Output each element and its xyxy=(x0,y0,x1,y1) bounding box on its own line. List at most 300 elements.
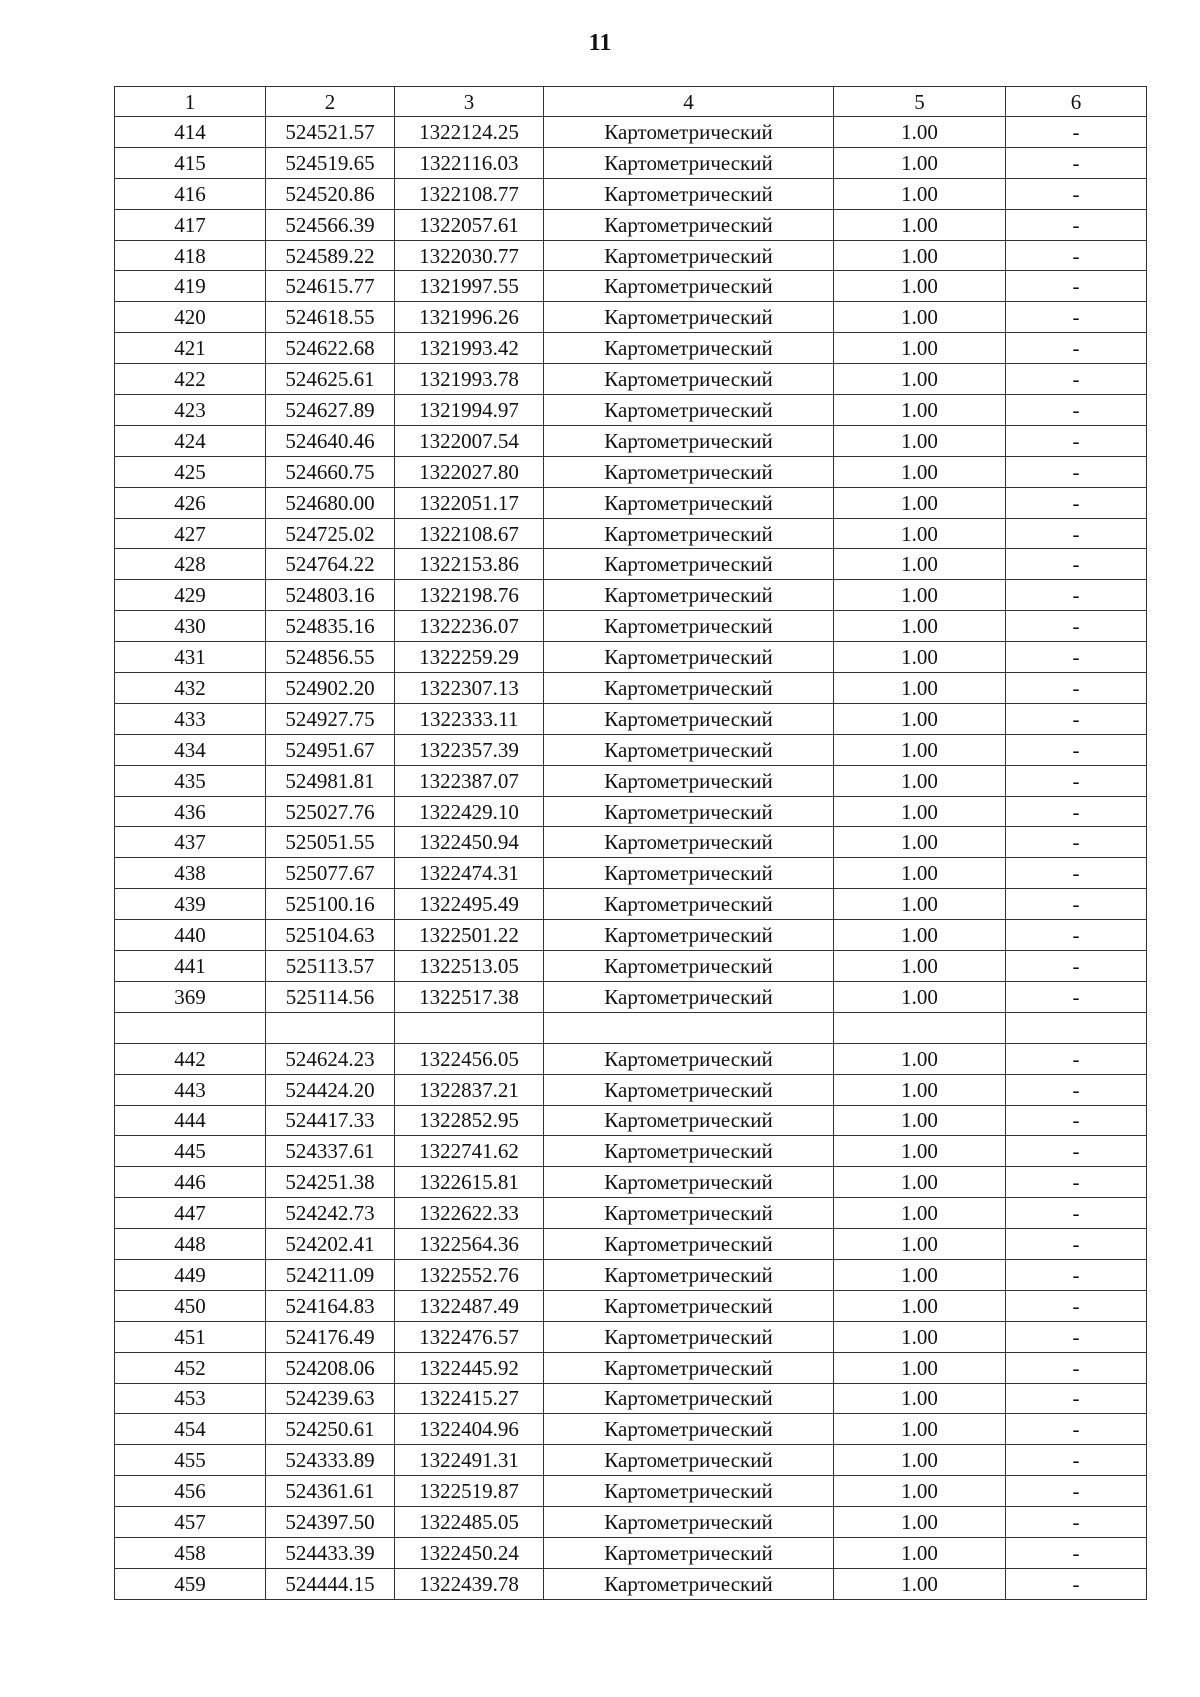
y-coordinate-cell: 1322615.81 xyxy=(395,1167,544,1198)
accuracy-cell: 1.00 xyxy=(834,456,1006,487)
note-cell: - xyxy=(1006,240,1147,271)
y-coordinate-cell: 1322057.61 xyxy=(395,209,544,240)
method-cell: Картометрический xyxy=(544,1259,834,1290)
x-coordinate-cell: 525027.76 xyxy=(266,796,395,827)
y-coordinate-cell: 1322108.77 xyxy=(395,178,544,209)
x-coordinate-cell: 524333.89 xyxy=(266,1445,395,1476)
x-coordinate-cell: 524239.63 xyxy=(266,1383,395,1414)
method-cell: Картометрический xyxy=(544,364,834,395)
y-coordinate-cell: 1322387.07 xyxy=(395,765,544,796)
note-cell: - xyxy=(1006,827,1147,858)
accuracy-cell: 1.00 xyxy=(834,1259,1006,1290)
y-coordinate-cell: 1322153.86 xyxy=(395,549,544,580)
x-coordinate-cell: 524424.20 xyxy=(266,1074,395,1105)
y-coordinate-cell xyxy=(395,1012,544,1043)
note-cell: - xyxy=(1006,642,1147,673)
accuracy-cell: 1.00 xyxy=(834,642,1006,673)
accuracy-cell xyxy=(834,1012,1006,1043)
point-number-cell: 415 xyxy=(115,147,266,178)
point-number-cell: 421 xyxy=(115,333,266,364)
point-number-cell: 436 xyxy=(115,796,266,827)
x-coordinate-cell: 525077.67 xyxy=(266,858,395,889)
x-coordinate-cell: 524615.77 xyxy=(266,271,395,302)
point-number-cell: 455 xyxy=(115,1445,266,1476)
table-row xyxy=(115,1259,1147,1290)
point-number-cell: 452 xyxy=(115,1352,266,1383)
y-coordinate-cell: 1322450.94 xyxy=(395,827,544,858)
table-row xyxy=(115,178,1147,209)
table-row xyxy=(115,302,1147,333)
x-coordinate-cell: 524521.57 xyxy=(266,117,395,148)
table-row xyxy=(115,1445,1147,1476)
point-number-cell: 441 xyxy=(115,951,266,982)
point-number-cell: 425 xyxy=(115,456,266,487)
header-cell-5: 5 xyxy=(834,87,1006,117)
point-number-cell: 446 xyxy=(115,1167,266,1198)
note-cell: - xyxy=(1006,1074,1147,1105)
point-number-cell: 427 xyxy=(115,518,266,549)
point-number-cell: 456 xyxy=(115,1476,266,1507)
method-cell: Картометрический xyxy=(544,1074,834,1105)
accuracy-cell: 1.00 xyxy=(834,117,1006,148)
x-coordinate-cell: 524803.16 xyxy=(266,580,395,611)
method-cell: Картометрический xyxy=(544,1290,834,1321)
table-row xyxy=(115,1012,1147,1043)
point-number-cell: 438 xyxy=(115,858,266,889)
method-cell: Картометрический xyxy=(544,1198,834,1229)
x-coordinate-cell: 524250.61 xyxy=(266,1414,395,1445)
accuracy-cell: 1.00 xyxy=(834,271,1006,302)
y-coordinate-cell: 1322333.11 xyxy=(395,703,544,734)
y-coordinate-cell: 1322007.54 xyxy=(395,425,544,456)
method-cell: Картометрический xyxy=(544,1383,834,1414)
accuracy-cell: 1.00 xyxy=(834,487,1006,518)
accuracy-cell: 1.00 xyxy=(834,1352,1006,1383)
table-row xyxy=(115,981,1147,1012)
note-cell: - xyxy=(1006,456,1147,487)
y-coordinate-cell: 1322051.17 xyxy=(395,487,544,518)
note-cell: - xyxy=(1006,518,1147,549)
table-row xyxy=(115,333,1147,364)
y-coordinate-cell: 1322485.05 xyxy=(395,1507,544,1538)
point-number-cell: 432 xyxy=(115,673,266,704)
point-number-cell: 453 xyxy=(115,1383,266,1414)
point-number-cell: 458 xyxy=(115,1537,266,1568)
accuracy-cell: 1.00 xyxy=(834,796,1006,827)
method-cell: Картометрический xyxy=(544,1043,834,1074)
y-coordinate-cell: 1322517.38 xyxy=(395,981,544,1012)
y-coordinate-cell: 1321996.26 xyxy=(395,302,544,333)
method-cell: Картометрический xyxy=(544,703,834,734)
x-coordinate-cell: 524361.61 xyxy=(266,1476,395,1507)
method-cell: Картометрический xyxy=(544,1507,834,1538)
note-cell: - xyxy=(1006,580,1147,611)
accuracy-cell: 1.00 xyxy=(834,1445,1006,1476)
note-cell: - xyxy=(1006,1537,1147,1568)
note-cell: - xyxy=(1006,1290,1147,1321)
table-row xyxy=(115,147,1147,178)
table-row xyxy=(115,889,1147,920)
method-cell: Картометрический xyxy=(544,951,834,982)
accuracy-cell: 1.00 xyxy=(834,1537,1006,1568)
x-coordinate-cell: 524589.22 xyxy=(266,240,395,271)
point-number-cell: 423 xyxy=(115,395,266,426)
method-cell: Картометрический xyxy=(544,858,834,889)
note-cell: - xyxy=(1006,117,1147,148)
x-coordinate-cell: 525051.55 xyxy=(266,827,395,858)
method-cell: Картометрический xyxy=(544,1352,834,1383)
note-cell: - xyxy=(1006,1167,1147,1198)
method-cell: Картометрический xyxy=(544,827,834,858)
method-cell: Картометрический xyxy=(544,425,834,456)
table-row xyxy=(115,395,1147,426)
point-number-cell: 433 xyxy=(115,703,266,734)
x-coordinate-cell: 524981.81 xyxy=(266,765,395,796)
y-coordinate-cell: 1322456.05 xyxy=(395,1043,544,1074)
y-coordinate-cell: 1322445.92 xyxy=(395,1352,544,1383)
y-coordinate-cell: 1322495.49 xyxy=(395,889,544,920)
method-cell: Картометрический xyxy=(544,981,834,1012)
method-cell: Картометрический xyxy=(544,611,834,642)
method-cell: Картометрический xyxy=(544,1136,834,1167)
point-number-cell: 435 xyxy=(115,765,266,796)
accuracy-cell: 1.00 xyxy=(834,1136,1006,1167)
note-cell: - xyxy=(1006,858,1147,889)
table-row xyxy=(115,611,1147,642)
table-row xyxy=(115,642,1147,673)
y-coordinate-cell: 1322852.95 xyxy=(395,1105,544,1136)
accuracy-cell: 1.00 xyxy=(834,549,1006,580)
accuracy-cell: 1.00 xyxy=(834,209,1006,240)
accuracy-cell: 1.00 xyxy=(834,673,1006,704)
method-cell: Картометрический xyxy=(544,1229,834,1260)
x-coordinate-cell: 524211.09 xyxy=(266,1259,395,1290)
accuracy-cell: 1.00 xyxy=(834,827,1006,858)
y-coordinate-cell: 1322439.78 xyxy=(395,1568,544,1599)
x-coordinate-cell: 524397.50 xyxy=(266,1507,395,1538)
y-coordinate-cell: 1321997.55 xyxy=(395,271,544,302)
table-row xyxy=(115,920,1147,951)
accuracy-cell: 1.00 xyxy=(834,1198,1006,1229)
note-cell: - xyxy=(1006,734,1147,765)
y-coordinate-cell: 1322357.39 xyxy=(395,734,544,765)
note-cell: - xyxy=(1006,765,1147,796)
method-cell: Картометрический xyxy=(544,734,834,765)
note-cell: - xyxy=(1006,1352,1147,1383)
accuracy-cell: 1.00 xyxy=(834,734,1006,765)
note-cell: - xyxy=(1006,1321,1147,1352)
y-coordinate-cell: 1322564.36 xyxy=(395,1229,544,1260)
point-number-cell xyxy=(115,1012,266,1043)
accuracy-cell: 1.00 xyxy=(834,1507,1006,1538)
x-coordinate-cell: 524433.39 xyxy=(266,1537,395,1568)
x-coordinate-cell: 524627.89 xyxy=(266,395,395,426)
table-row xyxy=(115,1074,1147,1105)
method-cell: Картометрический xyxy=(544,1414,834,1445)
note-cell: - xyxy=(1006,549,1147,580)
note-cell: - xyxy=(1006,889,1147,920)
y-coordinate-cell: 1322198.76 xyxy=(395,580,544,611)
table-body xyxy=(115,87,1147,1600)
accuracy-cell: 1.00 xyxy=(834,240,1006,271)
accuracy-cell: 1.00 xyxy=(834,333,1006,364)
y-coordinate-cell: 1322519.87 xyxy=(395,1476,544,1507)
note-cell: - xyxy=(1006,1136,1147,1167)
point-number-cell: 434 xyxy=(115,734,266,765)
point-number-cell: 414 xyxy=(115,117,266,148)
table-row xyxy=(115,1167,1147,1198)
x-coordinate-cell: 524625.61 xyxy=(266,364,395,395)
point-number-cell: 369 xyxy=(115,981,266,1012)
note-cell: - xyxy=(1006,395,1147,426)
y-coordinate-cell: 1322307.13 xyxy=(395,673,544,704)
method-cell: Картометрический xyxy=(544,395,834,426)
x-coordinate-cell: 524242.73 xyxy=(266,1198,395,1229)
accuracy-cell: 1.00 xyxy=(834,1476,1006,1507)
accuracy-cell: 1.00 xyxy=(834,518,1006,549)
note-cell: - xyxy=(1006,611,1147,642)
table-row xyxy=(115,1383,1147,1414)
method-cell: Картометрический xyxy=(544,271,834,302)
y-coordinate-cell: 1322476.57 xyxy=(395,1321,544,1352)
point-number-cell: 442 xyxy=(115,1043,266,1074)
method-cell: Картометрический xyxy=(544,209,834,240)
method-cell: Картометрический xyxy=(544,518,834,549)
table-row xyxy=(115,240,1147,271)
note-cell: - xyxy=(1006,951,1147,982)
method-cell: Картометрический xyxy=(544,1537,834,1568)
method-cell: Картометрический xyxy=(544,1445,834,1476)
method-cell: Картометрический xyxy=(544,1321,834,1352)
note-cell: - xyxy=(1006,703,1147,734)
y-coordinate-cell: 1322259.29 xyxy=(395,642,544,673)
point-number-cell: 430 xyxy=(115,611,266,642)
table-row xyxy=(115,271,1147,302)
table-row xyxy=(115,951,1147,982)
y-coordinate-cell: 1322108.67 xyxy=(395,518,544,549)
method-cell: Картометрический xyxy=(544,889,834,920)
note-cell: - xyxy=(1006,1476,1147,1507)
x-coordinate-cell: 525104.63 xyxy=(266,920,395,951)
x-coordinate-cell: 524856.55 xyxy=(266,642,395,673)
method-cell: Картометрический xyxy=(544,333,834,364)
point-number-cell: 418 xyxy=(115,240,266,271)
point-number-cell: 443 xyxy=(115,1074,266,1105)
header-cell-3: 3 xyxy=(395,87,544,117)
table-row xyxy=(115,425,1147,456)
note-cell: - xyxy=(1006,1445,1147,1476)
y-coordinate-cell: 1322552.76 xyxy=(395,1259,544,1290)
x-coordinate-cell: 524764.22 xyxy=(266,549,395,580)
note-cell: - xyxy=(1006,1507,1147,1538)
y-coordinate-cell: 1322837.21 xyxy=(395,1074,544,1105)
table-row xyxy=(115,1476,1147,1507)
y-coordinate-cell: 1322741.62 xyxy=(395,1136,544,1167)
y-coordinate-cell: 1322027.80 xyxy=(395,456,544,487)
table-row xyxy=(115,703,1147,734)
table-row xyxy=(115,1568,1147,1599)
note-cell: - xyxy=(1006,1383,1147,1414)
note-cell: - xyxy=(1006,796,1147,827)
accuracy-cell: 1.00 xyxy=(834,703,1006,734)
x-coordinate-cell: 524660.75 xyxy=(266,456,395,487)
note-cell xyxy=(1006,1012,1147,1043)
x-coordinate-cell: 524618.55 xyxy=(266,302,395,333)
accuracy-cell: 1.00 xyxy=(834,580,1006,611)
accuracy-cell: 1.00 xyxy=(834,858,1006,889)
y-coordinate-cell: 1321994.97 xyxy=(395,395,544,426)
x-coordinate-cell: 525100.16 xyxy=(266,889,395,920)
note-cell: - xyxy=(1006,673,1147,704)
header-cell-4: 4 xyxy=(544,87,834,117)
point-number-cell: 416 xyxy=(115,178,266,209)
table-row xyxy=(115,858,1147,889)
note-cell: - xyxy=(1006,1259,1147,1290)
x-coordinate-cell: 524417.33 xyxy=(266,1105,395,1136)
note-cell: - xyxy=(1006,981,1147,1012)
table-row xyxy=(115,580,1147,611)
point-number-cell: 454 xyxy=(115,1414,266,1445)
method-cell: Картометрический xyxy=(544,1167,834,1198)
y-coordinate-cell: 1322415.27 xyxy=(395,1383,544,1414)
point-number-cell: 422 xyxy=(115,364,266,395)
point-number-cell: 417 xyxy=(115,209,266,240)
x-coordinate-cell: 524951.67 xyxy=(266,734,395,765)
y-coordinate-cell: 1322474.31 xyxy=(395,858,544,889)
x-coordinate-cell: 524624.23 xyxy=(266,1043,395,1074)
accuracy-cell: 1.00 xyxy=(834,1043,1006,1074)
point-number-cell: 426 xyxy=(115,487,266,518)
x-coordinate-cell: 524640.46 xyxy=(266,425,395,456)
y-coordinate-cell: 1322450.24 xyxy=(395,1537,544,1568)
table-row xyxy=(115,549,1147,580)
x-coordinate-cell: 524520.86 xyxy=(266,178,395,209)
accuracy-cell: 1.00 xyxy=(834,364,1006,395)
y-coordinate-cell: 1321993.42 xyxy=(395,333,544,364)
x-coordinate-cell: 524337.61 xyxy=(266,1136,395,1167)
note-cell: - xyxy=(1006,147,1147,178)
method-cell: Картометрический xyxy=(544,240,834,271)
table-row xyxy=(115,487,1147,518)
accuracy-cell: 1.00 xyxy=(834,178,1006,209)
accuracy-cell: 1.00 xyxy=(834,1229,1006,1260)
y-coordinate-cell: 1322236.07 xyxy=(395,611,544,642)
point-number-cell: 445 xyxy=(115,1136,266,1167)
accuracy-cell: 1.00 xyxy=(834,395,1006,426)
point-number-cell: 439 xyxy=(115,889,266,920)
table-row xyxy=(115,765,1147,796)
table-row xyxy=(115,364,1147,395)
note-cell: - xyxy=(1006,364,1147,395)
note-cell: - xyxy=(1006,271,1147,302)
table-row xyxy=(115,117,1147,148)
point-number-cell: 449 xyxy=(115,1259,266,1290)
table-row xyxy=(115,456,1147,487)
point-number-cell: 447 xyxy=(115,1198,266,1229)
method-cell: Картометрический xyxy=(544,642,834,673)
note-cell: - xyxy=(1006,1198,1147,1229)
y-coordinate-cell: 1322124.25 xyxy=(395,117,544,148)
method-cell xyxy=(544,1012,834,1043)
table-row xyxy=(115,734,1147,765)
x-coordinate-cell: 524519.65 xyxy=(266,147,395,178)
x-coordinate-cell xyxy=(266,1012,395,1043)
point-number-cell: 437 xyxy=(115,827,266,858)
point-number-cell: 431 xyxy=(115,642,266,673)
accuracy-cell: 1.00 xyxy=(834,1321,1006,1352)
point-number-cell: 450 xyxy=(115,1290,266,1321)
coordinates-table xyxy=(114,86,1147,1600)
note-cell: - xyxy=(1006,425,1147,456)
y-coordinate-cell: 1321993.78 xyxy=(395,364,544,395)
method-cell: Картометрический xyxy=(544,765,834,796)
method-cell: Картометрический xyxy=(544,117,834,148)
accuracy-cell: 1.00 xyxy=(834,920,1006,951)
table-row xyxy=(115,1537,1147,1568)
point-number-cell: 428 xyxy=(115,549,266,580)
table-row xyxy=(115,1414,1147,1445)
y-coordinate-cell: 1322487.49 xyxy=(395,1290,544,1321)
method-cell: Картометрический xyxy=(544,147,834,178)
table-row xyxy=(115,1136,1147,1167)
x-coordinate-cell: 524164.83 xyxy=(266,1290,395,1321)
note-cell: - xyxy=(1006,1568,1147,1599)
method-cell: Картометрический xyxy=(544,549,834,580)
accuracy-cell: 1.00 xyxy=(834,1167,1006,1198)
point-number-cell: 419 xyxy=(115,271,266,302)
point-number-cell: 424 xyxy=(115,425,266,456)
x-coordinate-cell: 524927.75 xyxy=(266,703,395,734)
table-row xyxy=(115,1198,1147,1229)
note-cell: - xyxy=(1006,209,1147,240)
x-coordinate-cell: 524622.68 xyxy=(266,333,395,364)
method-cell: Картометрический xyxy=(544,1105,834,1136)
point-number-cell: 451 xyxy=(115,1321,266,1352)
accuracy-cell: 1.00 xyxy=(834,765,1006,796)
note-cell: - xyxy=(1006,920,1147,951)
y-coordinate-cell: 1322116.03 xyxy=(395,147,544,178)
method-cell: Картометрический xyxy=(544,673,834,704)
method-cell: Картометрический xyxy=(544,580,834,611)
header-cell-6: 6 xyxy=(1006,87,1147,117)
table-row xyxy=(115,1105,1147,1136)
page-number: 11 xyxy=(588,30,612,56)
accuracy-cell: 1.00 xyxy=(834,611,1006,642)
method-cell: Картометрический xyxy=(544,1476,834,1507)
x-coordinate-cell: 525114.56 xyxy=(266,981,395,1012)
accuracy-cell: 1.00 xyxy=(834,1568,1006,1599)
note-cell: - xyxy=(1006,178,1147,209)
y-coordinate-cell: 1322030.77 xyxy=(395,240,544,271)
table-header-row xyxy=(115,87,1147,117)
x-coordinate-cell: 524835.16 xyxy=(266,611,395,642)
note-cell: - xyxy=(1006,1043,1147,1074)
x-coordinate-cell: 524902.20 xyxy=(266,673,395,704)
y-coordinate-cell: 1322429.10 xyxy=(395,796,544,827)
note-cell: - xyxy=(1006,333,1147,364)
accuracy-cell: 1.00 xyxy=(834,425,1006,456)
point-number-cell: 429 xyxy=(115,580,266,611)
note-cell: - xyxy=(1006,1229,1147,1260)
table-row xyxy=(115,1290,1147,1321)
x-coordinate-cell: 524566.39 xyxy=(266,209,395,240)
point-number-cell: 448 xyxy=(115,1229,266,1260)
table-row xyxy=(115,827,1147,858)
point-number-cell: 440 xyxy=(115,920,266,951)
y-coordinate-cell: 1322404.96 xyxy=(395,1414,544,1445)
point-number-cell: 459 xyxy=(115,1568,266,1599)
accuracy-cell: 1.00 xyxy=(834,1383,1006,1414)
